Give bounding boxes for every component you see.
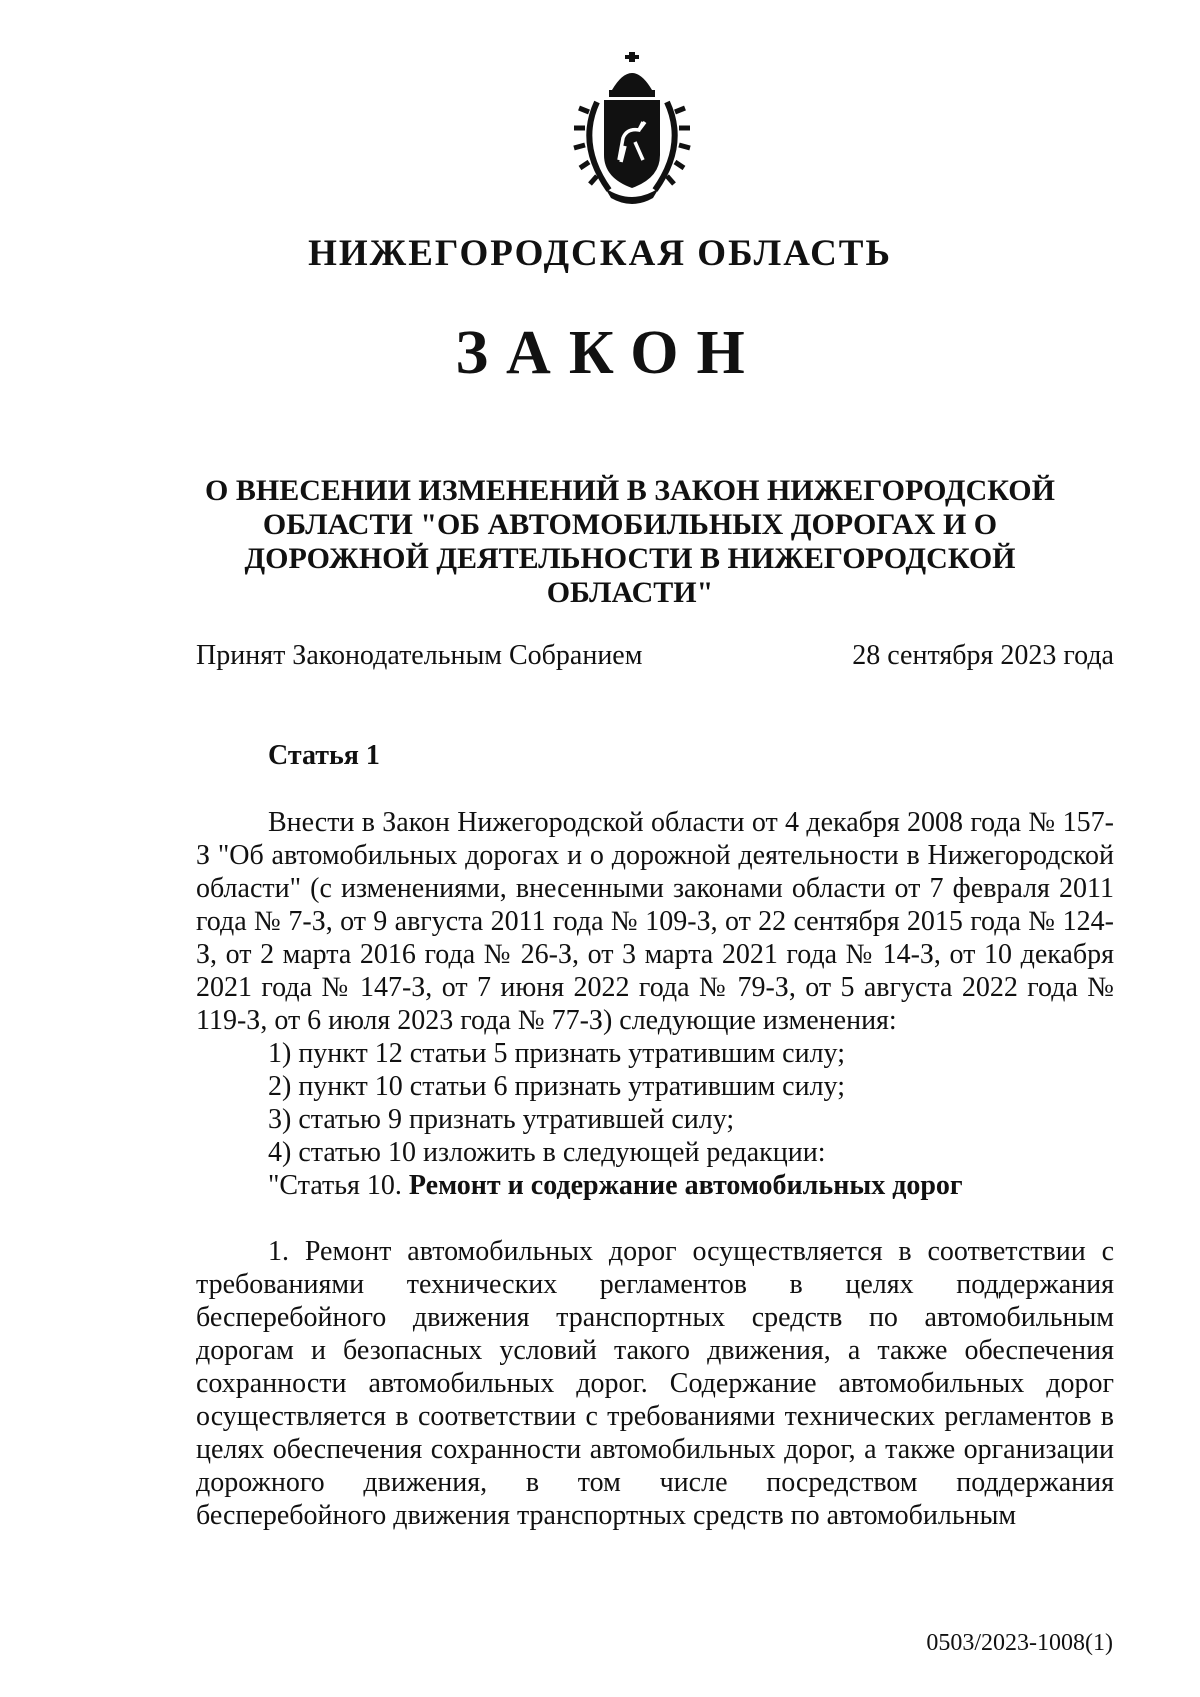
article-paragraph-1: 1. Ремонт автомобильных дорог осуществляется в соответствии с требованиями технических регламентов в целях поддержания бесперебойного движения транспортных средств по автомобильным дорогам и безопасных условий такого движения, а также обеспечения сохранности автомобильных дорог. Содержание автомобильных дорог осуществляется в соответствии с требованиями технических регламентов в целях обеспечения сохранности автомобильных дорог, а также организации дорожного движения, в том числе посредством поддержания бесперебойного движения транспортных средств по автомобильным [196,1236,1114,1531]
document-type-title: ЗАКОН [455,319,763,387]
adoption-date: 28 сентября 2023 года [852,640,1114,671]
region-title: НИЖЕГОРОДСКАЯ ОБЛАСТЬ [308,233,892,274]
document-number: 0503/2023-1008(1) [926,1630,1113,1656]
list-item: 2) пункт 10 статьи 6 признать утратившим силу; [268,1071,845,1102]
article-intro-paragraph: Внести в Закон Нижегородской области от 4 декабря 2008 года № 157-З "Об автомобильных дорогах и о дорожной деятельности в Нижегородской области" (с изменениями, внесенными законами области от 7 февраля 2011 года № 7-З, от 9 августа 2011 года № 109-З, от 22 сентября 2015 года № 124-З, от 2 марта 2016 года № 26-З, от 3 марта 2021 года № 14-З, от 10 декабря 2021 года № 147-З, от 7 июня 2022 года № 79-З, от 5 августа 2022 года № 119-З, от 6 июля 2023 года № 77-З) следующие изменения: [196,807,1114,1036]
nizhny-novgorod-coat-of-arms-icon [569,50,695,206]
list-item: 1) пункт 12 статьи 5 признать утратившим силу; [268,1038,845,1069]
new-article-title: Ремонт и содержание автомобильных дорог [408,1170,963,1201]
article-heading: Статья 1 [268,740,380,771]
new-article-heading [196,1169,1114,1202]
adopted-by: Принят Законодательным Собранием [196,640,643,671]
article-body [196,806,1114,1532]
new-article-prefix: "Статья 10. [268,1170,402,1201]
list-item: 4) статью 10 изложить в следующей редакции: [268,1137,826,1168]
adoption-line [196,640,1114,672]
list-item: 3) статью 9 признать утратившей силу; [268,1104,735,1135]
law-subject-heading: О ВНЕСЕНИИ ИЗМЕНЕНИЙ В ЗАКОН НИЖЕГОРОДСКОЙ ОБЛАСТИ "ОБ АВТОМОБИЛЬНЫХ ДОРОГАХ И О ДОРОЖНОЙ ДЕЯТЕЛЬНОСТИ В НИЖЕГОРОДСКОЙ ОБЛАСТИ" [205,474,1055,609]
